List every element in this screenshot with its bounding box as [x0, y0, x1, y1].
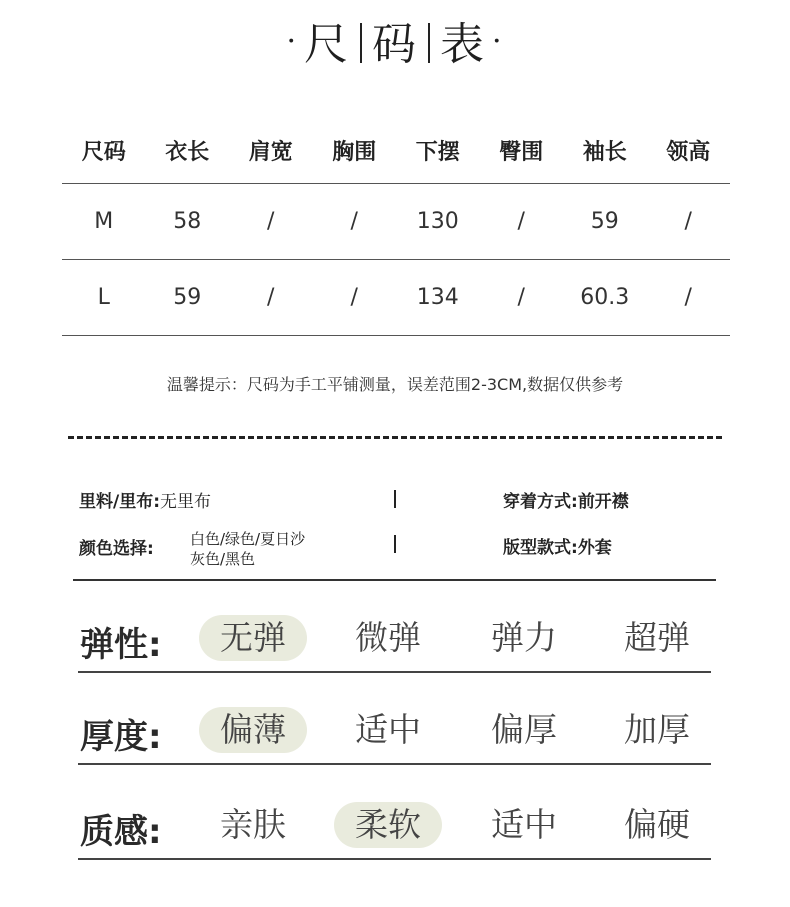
- wear-label: 穿着方式:: [503, 492, 578, 512]
- table-cell: /: [480, 184, 564, 260]
- page-title: [0, 8, 790, 72]
- info-separator: [394, 490, 396, 508]
- style-info: [503, 533, 612, 558]
- size-table: [62, 118, 730, 336]
- info-separator: [394, 535, 396, 553]
- table-row: [62, 260, 730, 336]
- title-char-3: 表: [440, 19, 486, 70]
- table-cell: /: [313, 184, 397, 260]
- table-cell: /: [647, 260, 731, 336]
- header-sleeve: 袖长: [563, 118, 647, 184]
- title-char-1: 尺: [304, 19, 350, 70]
- texture-row: [78, 800, 711, 860]
- texture-option: 柔软: [334, 802, 442, 848]
- texture-option: 适中: [491, 805, 557, 844]
- table-cell: 134: [396, 260, 480, 336]
- texture-label: 质感:: [80, 812, 162, 852]
- table-cell: 130: [396, 184, 480, 260]
- color-values-line-1: 白色/绿色/夏日沙: [190, 530, 306, 548]
- title-left-dot: ·: [286, 24, 298, 59]
- row-divider: [78, 763, 711, 765]
- table-cell: 59: [563, 184, 647, 260]
- lining-info: [79, 487, 211, 512]
- header-size: 尺码: [62, 118, 146, 184]
- table-cell: /: [647, 184, 731, 260]
- color-label: 颜色选择:: [79, 539, 154, 559]
- table-cell: 58: [146, 184, 230, 260]
- size-table-header-row: [62, 118, 730, 184]
- style-label: 版型款式:: [503, 538, 578, 558]
- elasticity-label: 弹性:: [80, 625, 162, 665]
- title-char-2: 码: [372, 19, 418, 70]
- header-hip: 臀围: [480, 118, 564, 184]
- color-info-label: [79, 534, 154, 559]
- table-cell: /: [313, 260, 397, 336]
- elasticity-option: 弹力: [491, 618, 557, 657]
- table-cell: L: [62, 260, 146, 336]
- header-chest: 胸围: [313, 118, 397, 184]
- header-shoulder: 肩宽: [229, 118, 313, 184]
- title-right-dot: ·: [492, 24, 504, 59]
- texture-option: 亲肤: [220, 805, 286, 844]
- texture-option: 偏硬: [624, 805, 690, 844]
- style-value: 外套: [577, 538, 612, 558]
- header-collar: 领高: [647, 118, 731, 184]
- thickness-row: [78, 705, 711, 765]
- row-divider: [78, 858, 711, 860]
- header-length: 衣长: [146, 118, 230, 184]
- elasticity-row: [78, 613, 711, 673]
- measurement-tip: 温馨提示：尺码为手工平铺测量，误差范围2-3CM,数据仅供参考: [166, 375, 624, 394]
- thickness-option: 偏厚: [491, 710, 557, 749]
- title-divider: [428, 23, 430, 63]
- elasticity-option: 微弹: [355, 618, 421, 657]
- elasticity-option: 无弹: [199, 615, 307, 661]
- table-cell: /: [229, 260, 313, 336]
- wear-info: [503, 487, 629, 512]
- lining-value: 无里布: [160, 492, 212, 512]
- color-values-line-2: 灰色/黑色: [190, 550, 256, 568]
- dashed-divider: [68, 436, 722, 439]
- thickness-option: 加厚: [624, 710, 690, 749]
- table-row: [62, 184, 730, 260]
- table-cell: 60.3: [563, 260, 647, 336]
- elasticity-option: 超弹: [624, 618, 690, 657]
- header-hem: 下摆: [396, 118, 480, 184]
- thickness-label: 厚度:: [80, 717, 162, 757]
- thickness-option: 偏薄: [199, 707, 307, 753]
- table-cell: /: [480, 260, 564, 336]
- color-values: [190, 529, 305, 569]
- table-cell: 59: [146, 260, 230, 336]
- table-cell: M: [62, 184, 146, 260]
- table-cell: /: [229, 184, 313, 260]
- lining-label: 里料/里布:: [79, 492, 161, 512]
- row-divider: [78, 671, 711, 673]
- info-divider: [73, 579, 716, 581]
- title-divider: [360, 23, 362, 63]
- thickness-option: 适中: [355, 710, 421, 749]
- wear-value: 前开襟: [577, 492, 629, 512]
